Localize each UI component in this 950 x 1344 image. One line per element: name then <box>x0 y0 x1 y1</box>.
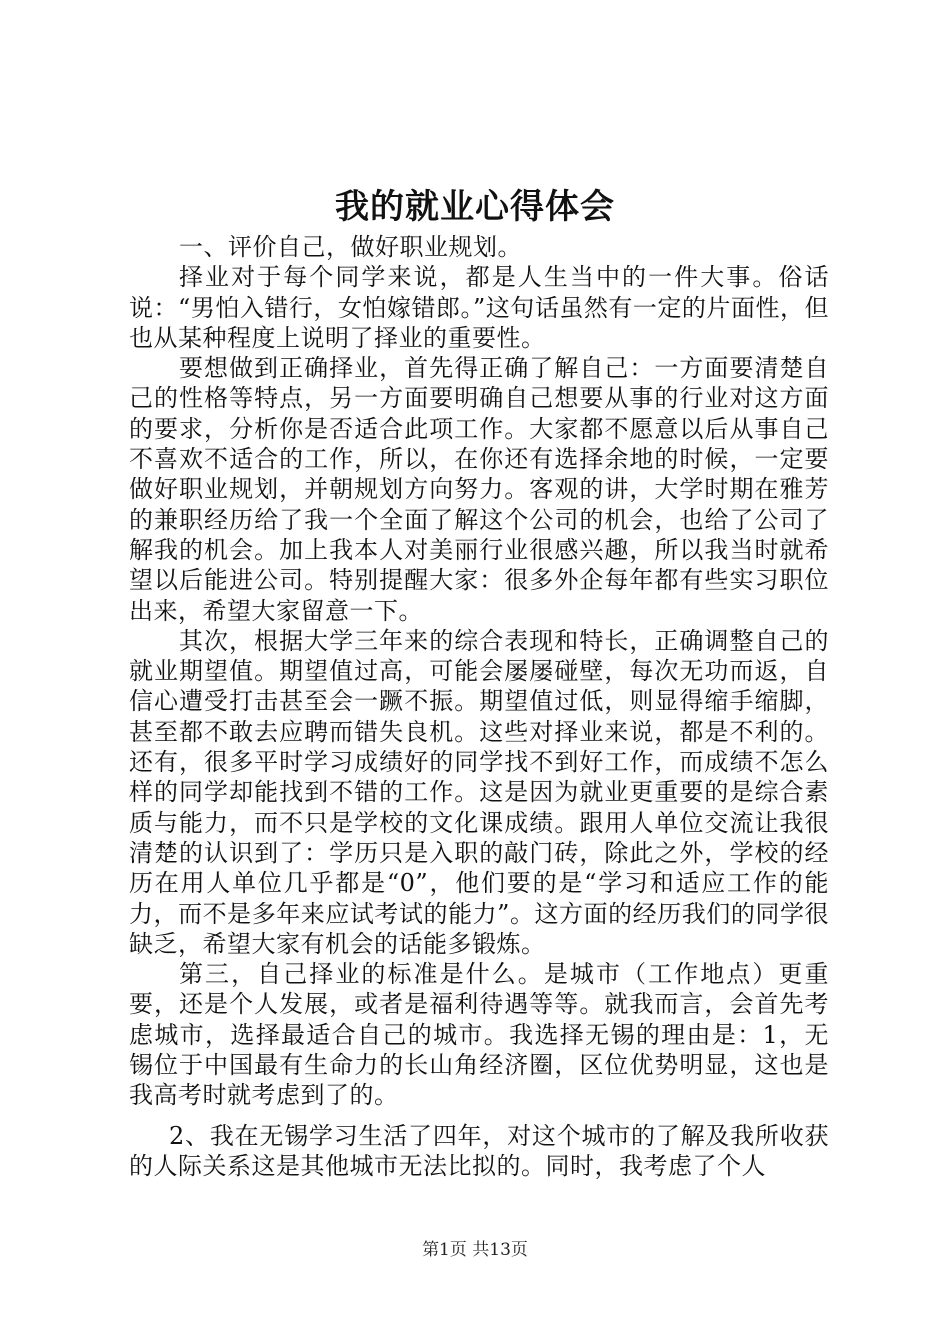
paragraph-criteria: 第三，自己择业的标准是什么。是城市（工作地点）更重要，还是个人发展，或者是福利待遇等等。就我而言，会首先考虑城市，选择最适合自己的城市。我选择无锡的理由是：1，无锡位于中国最有生命力的长山角经济圈，区位优势明显，这也是我高考时就考虑到了的。 <box>129 960 829 1110</box>
document-body <box>129 232 829 1181</box>
paragraph-know-yourself: 要想做到正确择业，首先得正确了解自己：一方面要清楚自己的性格等特点，另一方面要明确自己想要从事的行业对这方面的要求，分析你是否适合此项工作。大家都不愿意以后从事自己不喜欢不适合的工作，所以，在你还有选择余地的时候，一定要做好职业规划，并朝规划方向努力。客观的讲，大学时期在雅芳的兼职经历给了我一个全面了解这个公司的机会，也给了公司了解我的机会。加上我本人对美丽行业很感兴趣，所以我当时就希望以后能进公司。特别提醒大家：很多外企每年都有些实习职位出来，希望大家留意一下。 <box>129 354 829 625</box>
paragraph-reason-two: 2、我在无锡学习生活了四年，对这个城市的了解及我所收获的人际关系这是其他城市无法比拟的。同时，我考虑了个人 <box>129 1121 829 1180</box>
page-number-footer: 第1页 共13页 <box>422 1240 528 1260</box>
paragraph-section-heading: 一、评价自己，做好职业规划。 <box>179 233 522 261</box>
document-title: 我的就业心得体会 <box>335 187 615 227</box>
paragraph-importance: 择业对于每个同学来说，都是人生当中的一件大事。俗话说：“男怕入错行，女怕嫁错郎。”这句话虽然有一定的片面性，但也从某种程度上说明了择业的重要性。 <box>129 263 829 352</box>
paragraph-expectations: 其次，根据大学三年来的综合表现和特长，正确调整自己的就业期望值。期望值过高，可能会屡屡碰壁，每次无功而返，自信心遭受打击甚至会一蹶不振。期望值过低，则显得缩手缩脚，甚至都不敢去应聘而错失良机。这些对择业来说，都是不利的。还有，很多平时学习成绩好的同学找不到好工作，而成绩不怎么样的同学却能找到不错的工作。这是因为就业更重要的是综合素质与能力，而不只是学校的文化课成绩。跟用人单位交流让我很清楚的认识到了：学历只是入职的敲门砖，除此之外，学校的经历在用人单位几乎都是“0”，他们要的是“学习和适应工作的能力，而不是多年来应试考试的能力”。这方面的经历我们的同学很缺乏，希望大家有机会的话能多锻炼。 <box>129 626 829 958</box>
